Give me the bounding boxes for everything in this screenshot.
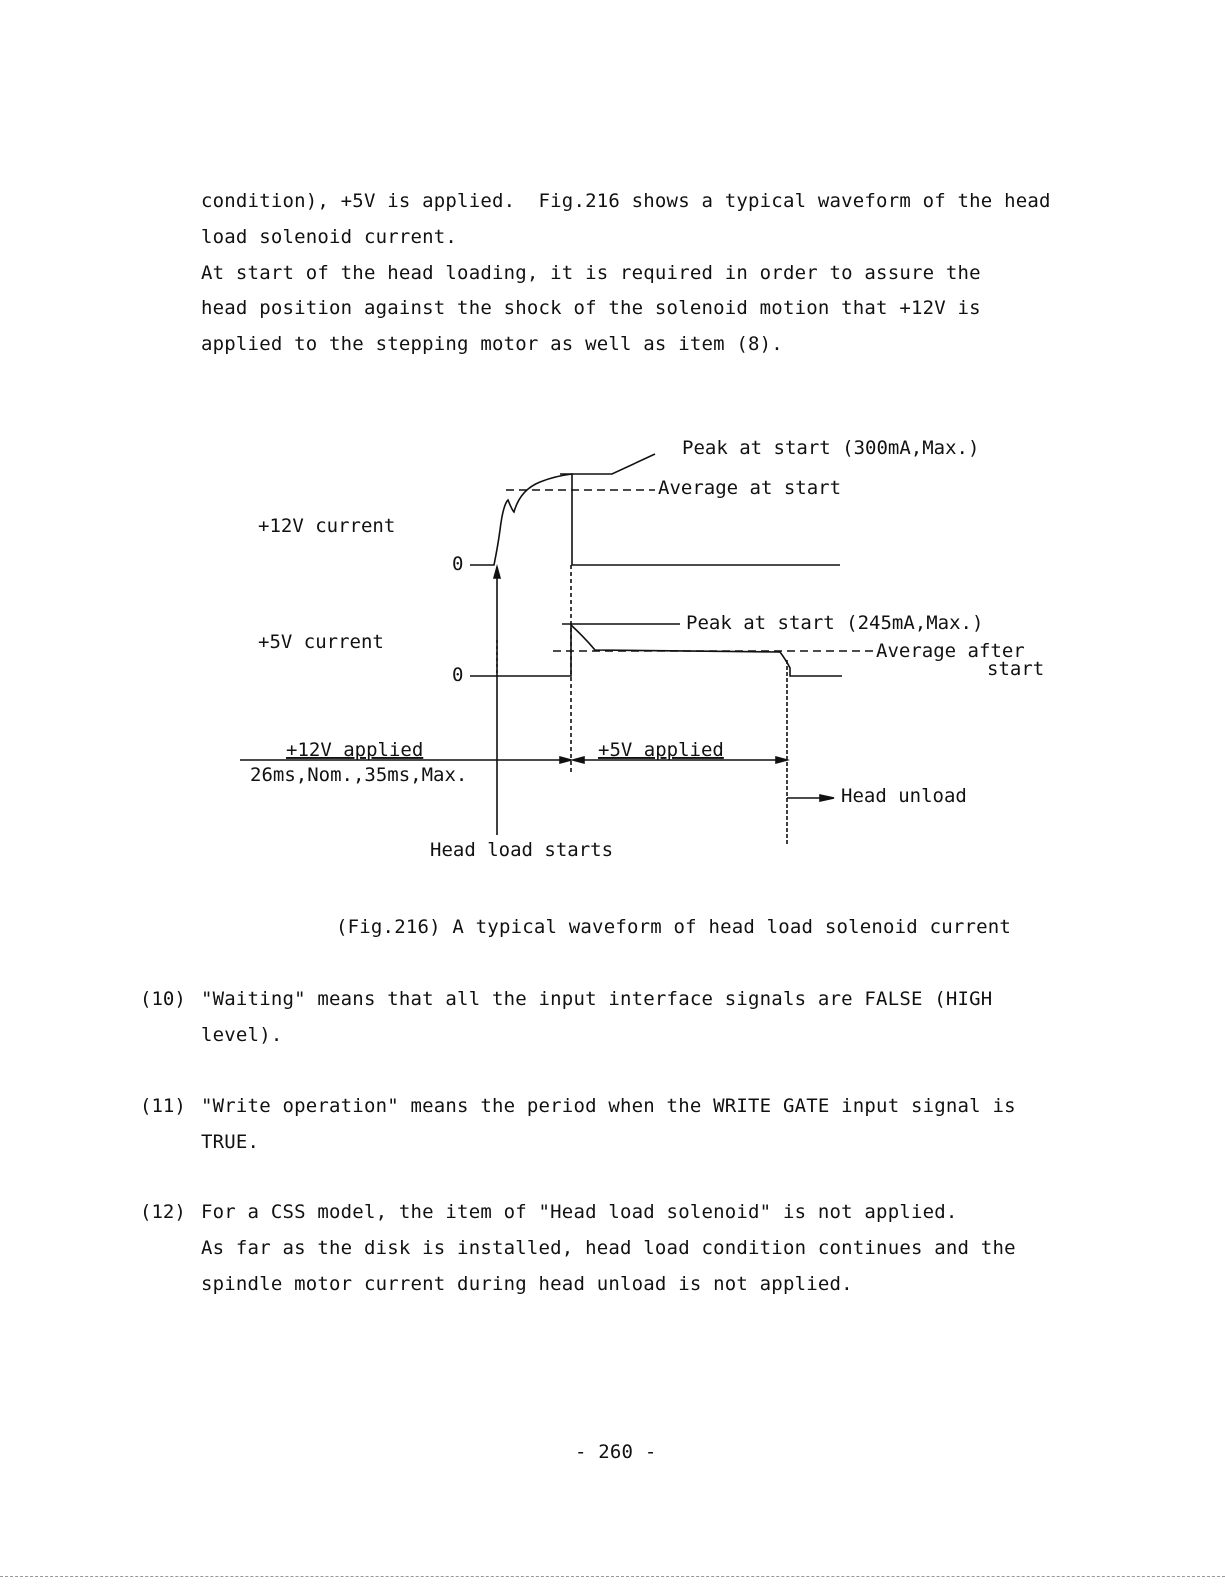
average-5v-label-2: start [987,658,1045,680]
applied-5v-label: +5V applied [598,739,724,761]
note-line: spindle motor current during head unload is not applied. [201,1273,853,1295]
note-line: level). [201,1024,283,1046]
note-line: As far as the disk is installed, head load condition continues and the [201,1237,1016,1259]
peak-12v-label: Peak at start (300mA,Max.) [682,437,980,459]
peak-12v-level [560,454,655,474]
page-bottom-rule [0,1576,1225,1578]
note-line: "Write operation" means the period when the WRITE GATE input signal is [201,1095,1016,1117]
figure-caption: (Fig.216) A typical waveform of head load solenoid current [336,916,1012,938]
label-12v-current: +12V current [258,515,396,537]
note-number: (12) [140,1201,186,1223]
intro-line: At start of the head loading, it is required in order to assure the [201,262,981,284]
intro-line: head position against the shock of the solenoid motion that +12V is [201,297,981,319]
note-line: "Waiting" means that all the input interface signals are FALSE (HIGH [201,988,993,1010]
intro-line: applied to the stepping motor as well as item (8). [201,333,783,355]
head-load-starts-label: Head load starts [430,839,614,861]
note-line: For a CSS model, the item of "Head load solenoid" is not applied. [201,1201,958,1223]
intro-line: load solenoid current. [201,226,458,248]
average-5v-label-1: Average after [876,640,1025,662]
label-5v-current: +5V current [258,631,384,653]
intro-line: condition), +5V is applied. Fig.216 shows a typical waveform of the head [201,190,1051,212]
note-line: TRUE. [201,1131,260,1153]
note-number: (11) [140,1095,186,1117]
applied-12v-label: +12V applied [286,739,424,761]
note-number: (10) [140,988,186,1010]
head-unload-label: Head unload [841,785,967,807]
zero-5v: 0 [452,664,464,686]
average-12v-label: Average at start [658,477,842,499]
peak-5v-label: Peak at start (245mA,Max.) [686,612,984,634]
page-number: - 260 - [575,1441,657,1463]
timing-12v-label: 26ms,Nom.,35ms,Max. [250,764,468,786]
zero-12v: 0 [452,553,464,575]
